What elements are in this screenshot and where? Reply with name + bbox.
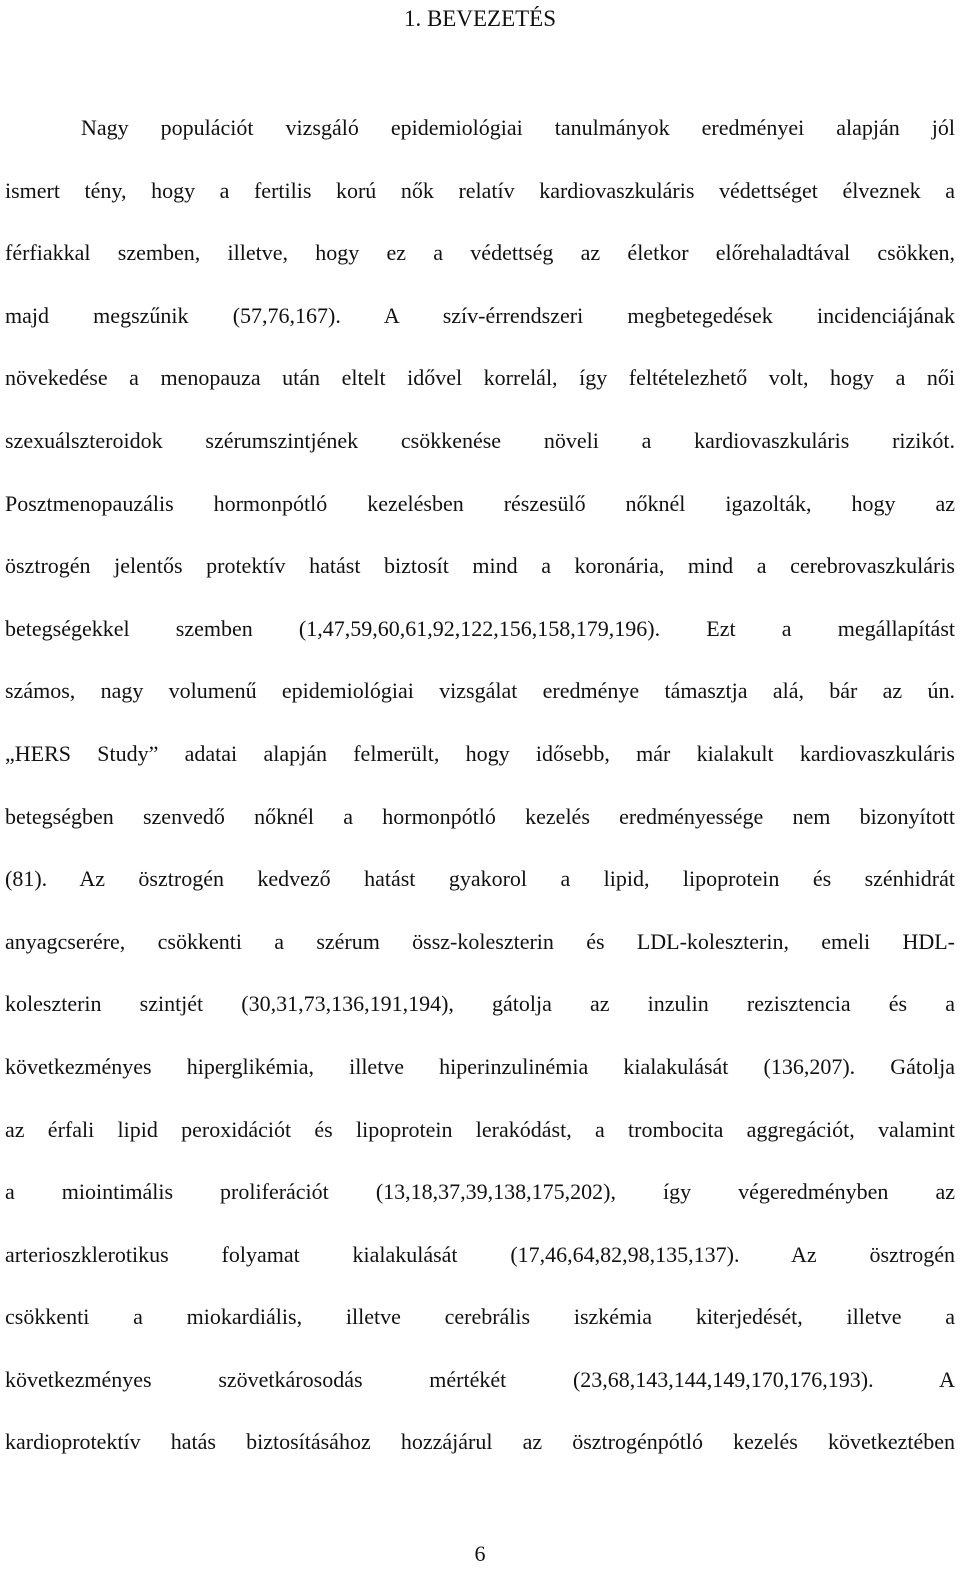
text-line: növekedése a menopauza után eltelt idővel korrelál, így feltételezhető volt, hogy a női (5, 365, 955, 391)
text-line: szexuálszteroidok szérumszintjének csökkenése növeli a kardiovaszkuláris rizikót. (5, 427, 955, 453)
text-line: koleszterin szintjét (30,31,73,136,191,194), gátolja az inzulin rezisztencia és a (5, 991, 955, 1017)
text-line: betegségekkel szemben (1,47,59,60,61,92,122,156,158,179,196). Ezt a megállapítást (5, 615, 955, 641)
text-line: majd megszűnik (57,76,167). A szív-érrendszeri megbetegedések incidenciájának (5, 302, 955, 328)
page-number: 6 (474, 1541, 486, 1566)
text-line: az érfali lipid peroxidációt és lipoprotein lerakódást, a trombocita aggregációt, valamint (5, 1116, 955, 1142)
text-line: (81). Az ösztrogén kedvező hatást gyakorol a lipid, lipoprotein és szénhidrát (5, 866, 955, 892)
text-line: arterioszklerotikus folyamat kialakulását (17,46,64,82,98,135,137). Az ösztrogén (5, 1241, 955, 1267)
text-line: számos, nagy volumenű epidemiológiai vizsgálat eredménye támasztja alá, bár az ún. (5, 678, 955, 704)
text-line: csökkenti a miokardiális, illetve cerebrális iszkémia kiterjedését, illetve a (5, 1304, 955, 1330)
text-line: következményes hiperglikémia, illetve hiperinzulinémia kialakulását (136,207). Gátolja (5, 1053, 955, 1079)
body-paragraph (5, 97, 955, 1474)
section-heading: 1. BEVEZETÉS (403, 6, 557, 31)
text-line: „HERS Study” adatai alapján felmerült, hogy idősebb, már kialakult kardiovaszkuláris (5, 740, 955, 766)
text-line: ismert tény, hogy a fertilis korú nők relatív kardiovaszkuláris védettséget élveznek a (5, 177, 955, 203)
text-line: kardioprotektív hatás biztosításához hozzájárul az ösztrogénpótló kezelés következtében (5, 1429, 955, 1455)
text-line: Posztmenopauzális hormonpótló kezelésben részesülő nőknél igazolták, hogy az (5, 490, 955, 516)
text-line: férfiakkal szemben, illetve, hogy ez a védettség az életkor előrehaladtával csökken, (5, 240, 955, 266)
text-line: Nagy populációt vizsgáló epidemiológiai tanulmányok eredményei alapján jól (81, 115, 955, 140)
text-line: a miointimális proliferációt (13,18,37,39,138,175,202), így végeredményben az (5, 1179, 955, 1205)
text-line: ösztrogén jelentős protektív hatást biztosít mind a koronária, mind a cerebrovaszkuláris (5, 553, 955, 579)
text-line: anyagcserére, csökkenti a szérum össz-koleszterin és LDL-koleszterin, emeli HDL- (5, 928, 955, 954)
text-line: következményes szövetkárosodás mértékét (23,68,143,144,149,170,176,193). A (5, 1366, 955, 1392)
text-line: betegségben szenvedő nőknél a hormonpótló kezelés eredményessége nem bizonyított (5, 803, 955, 829)
